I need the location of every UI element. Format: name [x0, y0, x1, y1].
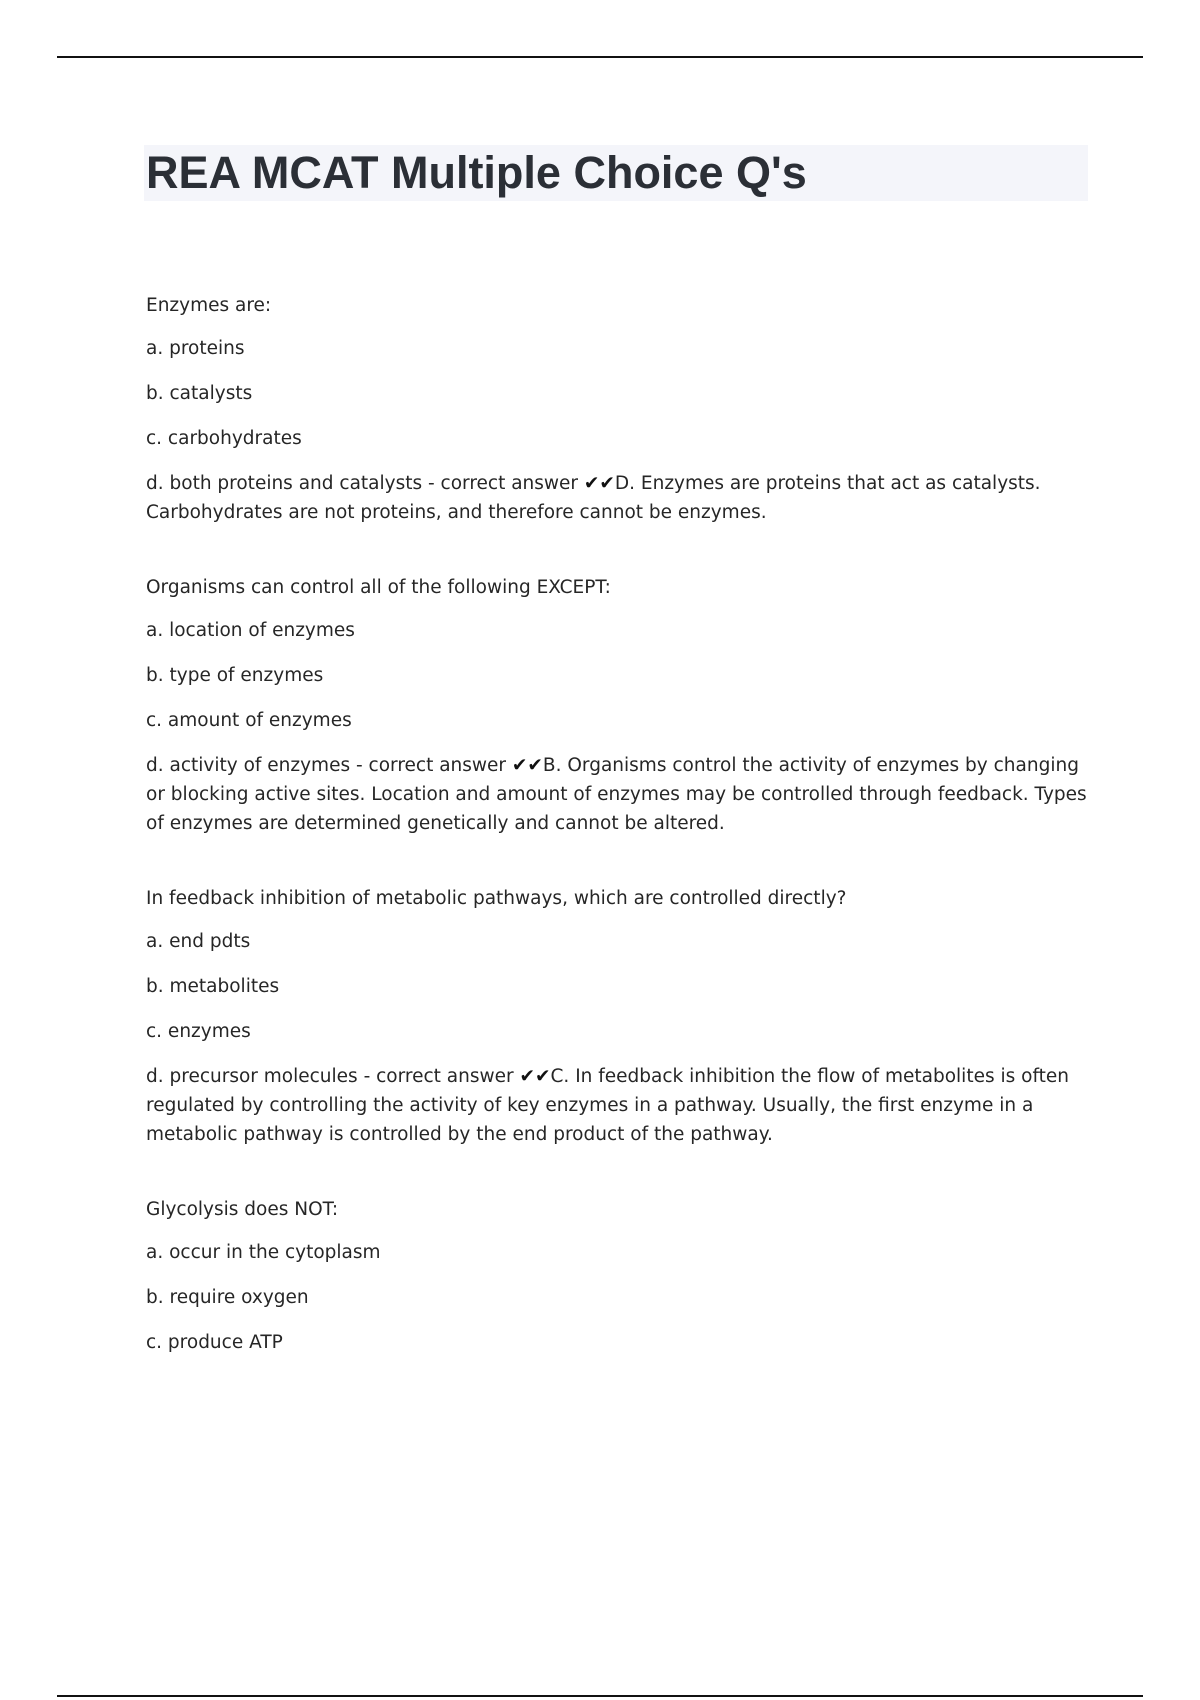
option-c: c. amount of enzymes — [146, 710, 352, 731]
double-check-icon: ✔✔ — [583, 473, 615, 494]
option-d-with-answer — [146, 751, 1090, 838]
option-a: a. proteins — [146, 338, 245, 359]
page-top-rule — [57, 56, 1143, 58]
answer-label: - correct answer — [422, 473, 584, 494]
question-text: Enzymes are: — [146, 295, 272, 316]
option-c: c. carbohydrates — [146, 428, 302, 449]
question-text: Organisms can control all of the following EXCEPT: — [146, 577, 611, 598]
option-d: d. activity of enzymes — [146, 755, 351, 776]
option-a: a. location of enzymes — [146, 620, 355, 641]
option-a: a. end pdts — [146, 931, 251, 952]
page-bottom-rule — [57, 1695, 1143, 1697]
option-d: d. precursor molecules — [146, 1066, 358, 1087]
document-body — [146, 291, 1090, 1403]
answer-explanation: D. Enzymes are proteins that act as catalysts. Carbohydrates are not proteins, and therefore cannot be enzymes. — [146, 473, 1041, 523]
question-block — [146, 1195, 1090, 1357]
option-b: b. catalysts — [146, 383, 253, 404]
option-c: c. produce ATP — [146, 1332, 283, 1353]
question-text: In feedback inhibition of metabolic pathways, which are controlled directly? — [146, 888, 847, 909]
answer-explanation: C. In feedback inhibition the flow of metabolites is often regulated by controlling the activity of key enzymes in a pathway. Usually, the first enzyme in a metabolic pathway is controlled by the end product of the pathway. — [146, 1066, 1070, 1145]
question-text: Glycolysis does NOT: — [146, 1199, 339, 1220]
option-b: b. require oxygen — [146, 1287, 309, 1308]
option-c: c. enzymes — [146, 1021, 251, 1042]
answer-explanation: B. Organisms control the activity of enzymes by changing or blocking active sites. Location and amount of enzymes may be controlled through feedback. Types of enzymes are determined genetically and cannot be altered. — [146, 755, 1087, 834]
page-title: REA MCAT Multiple Choice Q's — [146, 147, 807, 198]
answer-label: - correct answer — [350, 755, 512, 776]
option-b: b. metabolites — [146, 976, 280, 997]
question-block — [146, 884, 1090, 1149]
question-block — [146, 291, 1090, 527]
answer-label: - correct answer — [357, 1066, 520, 1087]
option-d: d. both proteins and catalysts — [146, 473, 423, 494]
option-d-with-answer — [146, 1062, 1090, 1149]
double-check-icon: ✔✔ — [511, 755, 543, 776]
option-a: a. occur in the cytoplasm — [146, 1242, 381, 1263]
option-b: b. type of enzymes — [146, 665, 324, 686]
double-check-icon: ✔✔ — [519, 1066, 551, 1087]
question-block — [146, 573, 1090, 838]
option-d-with-answer — [146, 469, 1090, 527]
